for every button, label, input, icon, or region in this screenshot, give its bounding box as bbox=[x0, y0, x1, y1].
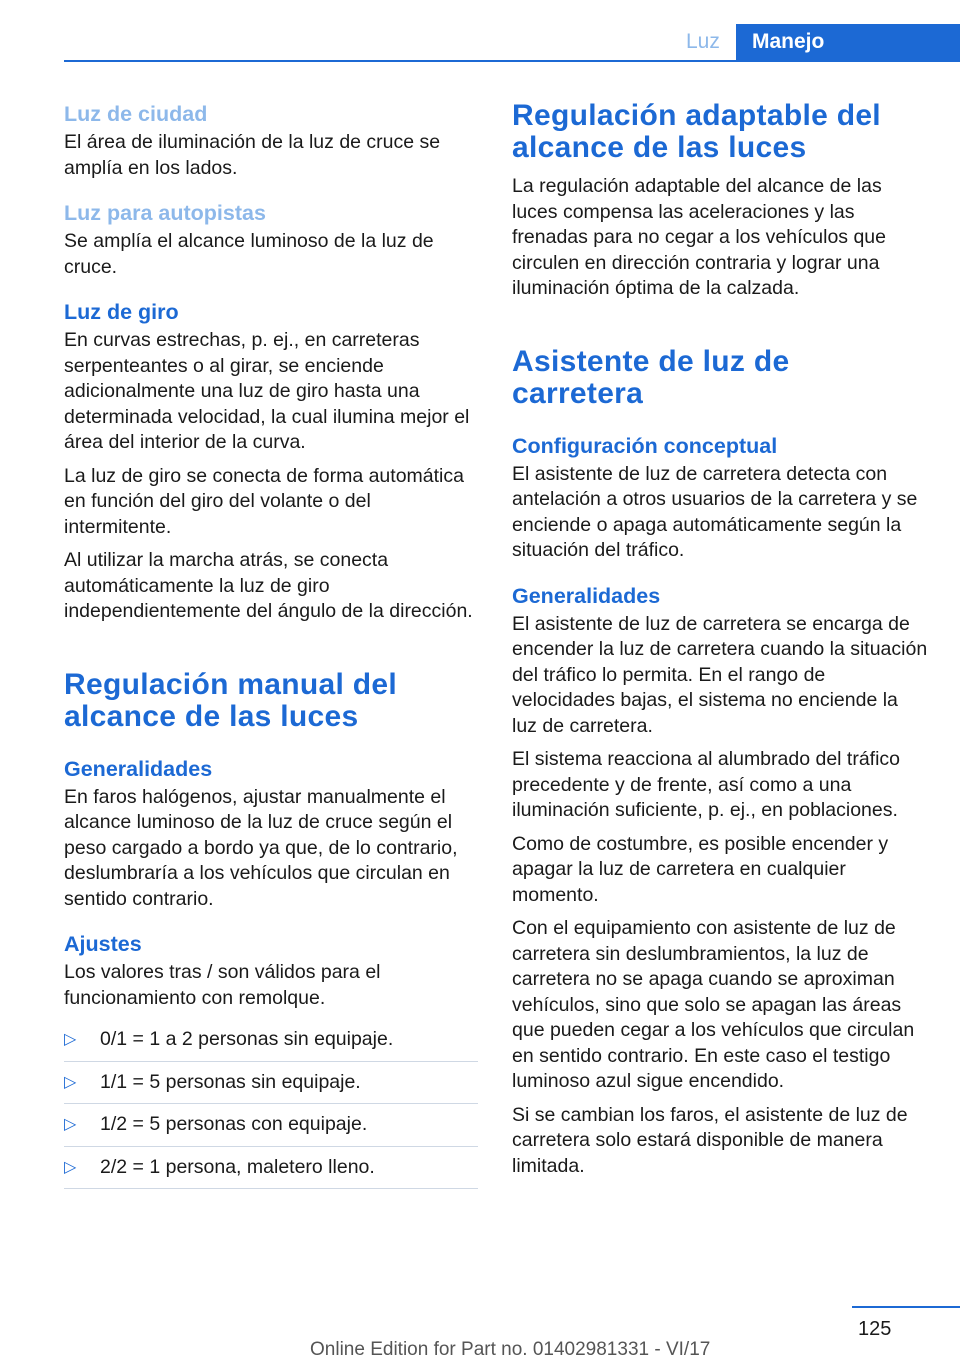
paragraph: El asistente de luz de carretera se encarga de encender la luz de carretera cuando la situación del tráfico lo permita. En el rango de velocidades bajas, el sistema no enciende la luz de carretera. bbox=[512, 612, 928, 737]
left-column bbox=[64, 100, 478, 1189]
heading-asistente-luz-carretera: Asistente de luz de carretera bbox=[512, 344, 790, 410]
paragraph: El área de iluminación de la luz de cruce se amplía en los lados. bbox=[64, 131, 441, 179]
triangle-right-icon: ▷ bbox=[64, 1031, 77, 1048]
right-column bbox=[512, 100, 928, 1187]
chapter-tab[interactable]: Manejo bbox=[736, 24, 960, 62]
list-item: ▷ 1/1 = 5 personas sin equipaje. bbox=[64, 1062, 478, 1105]
heading-luz-de-giro: Luz de giro bbox=[64, 300, 179, 324]
heading-generalidades: Generalidades bbox=[512, 583, 661, 608]
paragraph: En curvas estrechas, p. ej., en carreteras serpenteantes o al girar, se enciende adicionalmente una luz de giro hasta una determinada velocidad, la cual ilumina mejor el área del interior de la curva. bbox=[64, 329, 470, 453]
page-header bbox=[0, 0, 960, 62]
heading-ajustes: Ajustes bbox=[64, 932, 142, 956]
footer-rule bbox=[852, 1306, 960, 1308]
list-item: ▷ 0/1 = 1 a 2 personas sin equipaje. bbox=[64, 1019, 478, 1062]
page-number: 125 bbox=[858, 1318, 892, 1340]
paragraph: La luz de giro se conecta de forma automática en función del giro del volante o del intermitente. bbox=[64, 464, 464, 538]
paragraph: Se amplía el alcance luminoso de la luz de cruce. bbox=[64, 230, 434, 278]
paragraph: Si se cambian los faros, el asistente de luz de carretera solo estará disponible de manera limitada. bbox=[512, 1103, 908, 1177]
heading-regulacion-manual: Regulación manual del alcance de las luces bbox=[64, 667, 398, 733]
paragraph: El asistente de luz de carretera detecta con antelación a otros usuarios de la carretera y se enciende o apaga automáticamente según la situación del tráfico. bbox=[512, 462, 918, 561]
paragraph: El sistema reacciona al alumbrado del tráfico precedente y de frente, así como a una iluminación suficiente, p. ej., en poblaciones. bbox=[512, 748, 901, 821]
settings-list bbox=[64, 1019, 478, 1189]
paragraph: Los valores tras / son válidos para el funcionamiento con remolque. bbox=[64, 961, 381, 1009]
paragraph: Como de costumbre, es posible encender y apagar la luz de carretera en cualquier momento. bbox=[512, 832, 889, 906]
paragraph: Con el equipamiento con asistente de luz de carretera sin deslumbramientos, la luz de carretera no se apaga cuando se aproximan vehículos, sino que solo se apagan las áreas que pueden cegar a los vehículos que circulan en sentido contrario. En este caso el testigo luminoso azul sigue encendido. bbox=[512, 917, 915, 1092]
section-tab[interactable]: Luz bbox=[686, 30, 720, 53]
heading-luz-para-autopistas: Luz para autopistas bbox=[64, 201, 266, 225]
heading-configuracion-conceptual: Configuración conceptual bbox=[512, 433, 778, 458]
heading-generalidades: Generalidades bbox=[64, 756, 213, 781]
list-item: ▷ 2/2 = 1 persona, maletero lleno. bbox=[64, 1147, 478, 1190]
triangle-right-icon: ▷ bbox=[64, 1158, 77, 1176]
heading-regulacion-adaptable: Regulación adaptable del alcance de las luces bbox=[512, 99, 881, 164]
heading-luz-de-ciudad: Luz de ciudad bbox=[64, 102, 208, 126]
paragraph: La regulación adaptable del alcance de las luces compensa las aceleraciones y las frenadas para no cegar a los vehículos que circulen en dirección contraria y lograr una iluminación óptima de la calzada. bbox=[512, 175, 886, 299]
triangle-right-icon: ▷ bbox=[64, 1116, 77, 1133]
edition-watermark: Online Edition for Part no. 01402981331 - VI/17 bbox=[310, 1339, 711, 1360]
list-item: ▷ 1/2 = 5 personas con equipaje. bbox=[64, 1104, 478, 1147]
paragraph: En faros halógenos, ajustar manualmente el alcance luminoso de la luz de cruce según el peso cargado a bordo ya que, de lo contrario, deslumbraría a los vehículos que circulan en sentido contrario. bbox=[64, 785, 458, 910]
paragraph: Al utilizar la marcha atrás, se conecta automáticamente la luz de giro independientemente del ángulo de la dirección. bbox=[64, 549, 473, 622]
triangle-right-icon: ▷ bbox=[64, 1073, 77, 1091]
